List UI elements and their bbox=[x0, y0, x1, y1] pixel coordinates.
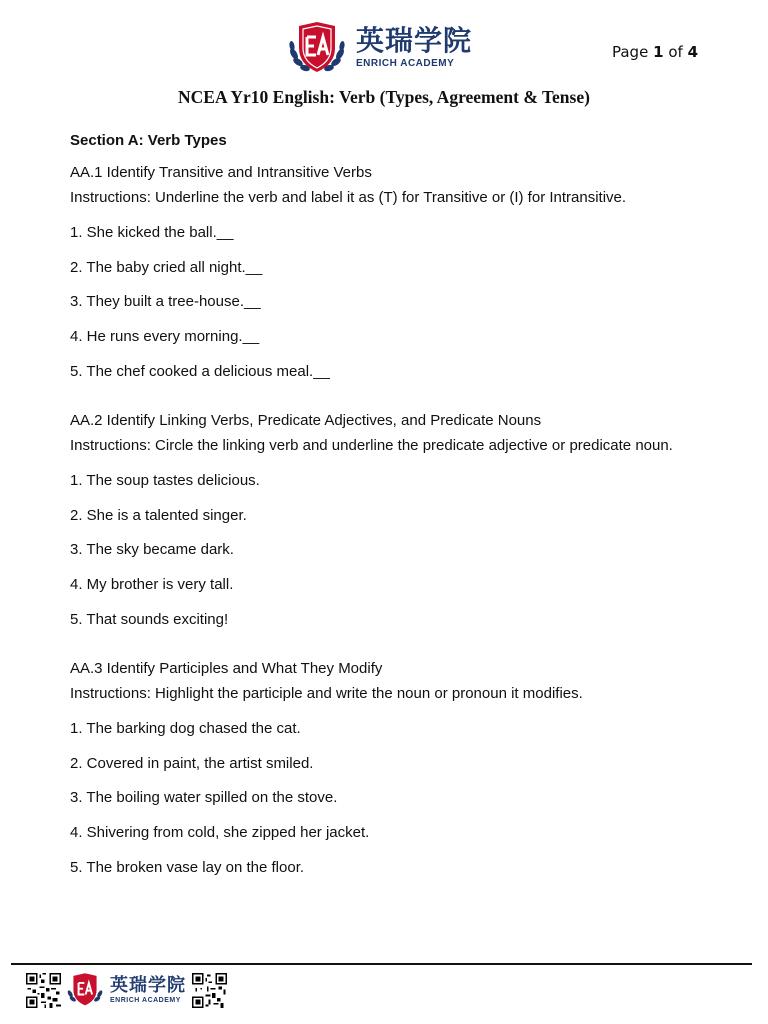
document-title: NCEA Yr10 English: Verb (Types, Agreement & Tense) bbox=[178, 87, 590, 107]
footer-logo-wordmark bbox=[110, 974, 186, 1004]
logo-wordmark bbox=[356, 24, 473, 69]
footer-logo-chinese-name: 英瑞学院 bbox=[110, 974, 186, 996]
qr-code-icon bbox=[192, 973, 227, 1008]
page-prefix: Page bbox=[611, 43, 649, 61]
exercise-block-aa1 bbox=[70, 162, 730, 383]
question-item: 3. The sky became dark. bbox=[70, 541, 234, 559]
question-item: 2. Covered in paint, the artist smiled. bbox=[70, 754, 314, 772]
qr-code-icon bbox=[26, 973, 61, 1008]
exercise-block-aa2 bbox=[70, 410, 730, 631]
page-current: 1 bbox=[653, 43, 664, 61]
question-item: 5. The chef cooked a delicious meal.__ bbox=[70, 362, 330, 380]
question-item: 3. They built a tree-house.__ bbox=[70, 293, 261, 311]
question-item: 1. The barking dog chased the cat. bbox=[70, 719, 301, 737]
page-indicator bbox=[612, 43, 698, 61]
logo-chinese-name: 英瑞学院 bbox=[356, 24, 473, 57]
exercise-block-aa3 bbox=[70, 658, 730, 879]
academy-crest-icon bbox=[286, 20, 348, 76]
footer bbox=[26, 972, 227, 1008]
footer-divider bbox=[11, 963, 752, 965]
academy-crest-icon bbox=[65, 972, 105, 1008]
exercise-heading: AA.3 Identify Participles and What They Modify bbox=[70, 659, 383, 677]
question-item: 5. That sounds exciting! bbox=[70, 610, 229, 628]
exercise-heading: AA.2 Identify Linking Verbs, Predicate Adjectives, and Predicate Nouns bbox=[70, 411, 542, 429]
question-item: 4. My brother is very tall. bbox=[70, 576, 234, 594]
question-item: 1. She kicked the ball.__ bbox=[70, 223, 234, 241]
question-item: 4. He runs every morning.__ bbox=[70, 328, 260, 346]
question-item: 5. The broken vase lay on the floor. bbox=[70, 858, 305, 876]
question-item: 2. She is a talented singer. bbox=[70, 506, 247, 524]
exercise-heading: AA.1 Identify Transitive and Intransitive Verbs bbox=[70, 164, 372, 181]
question-item: 4. Shivering from cold, she zipped her jacket. bbox=[70, 824, 370, 842]
footer-logo-english-name: ENRICH ACADEMY bbox=[110, 996, 181, 1004]
spacer bbox=[70, 383, 730, 410]
page-total: 4 bbox=[687, 43, 698, 61]
page-of: of bbox=[668, 43, 683, 61]
header-logo bbox=[286, 20, 472, 76]
question-item: 2. The baby cried all night.__ bbox=[70, 258, 263, 276]
exercise-instructions: Instructions: Underline the verb and label it as (T) for Transitive or (I) for Intransitive. bbox=[70, 189, 627, 206]
question-item: 3. The boiling water spilled on the stove. bbox=[70, 789, 338, 807]
exercise-instructions: Instructions: Circle the linking verb and underline the predicate adjective or predicate noun. bbox=[70, 436, 673, 454]
logo-english-name: ENRICH ACADEMY bbox=[356, 58, 455, 69]
spacer bbox=[70, 631, 730, 658]
worksheet-content bbox=[70, 130, 730, 879]
question-item: 1. The soup tastes delicious. bbox=[70, 471, 260, 489]
section-heading: Section A: Verb Types bbox=[70, 132, 227, 149]
exercise-instructions: Instructions: Highlight the participle and write the noun or pronoun it modifies. bbox=[70, 684, 583, 702]
